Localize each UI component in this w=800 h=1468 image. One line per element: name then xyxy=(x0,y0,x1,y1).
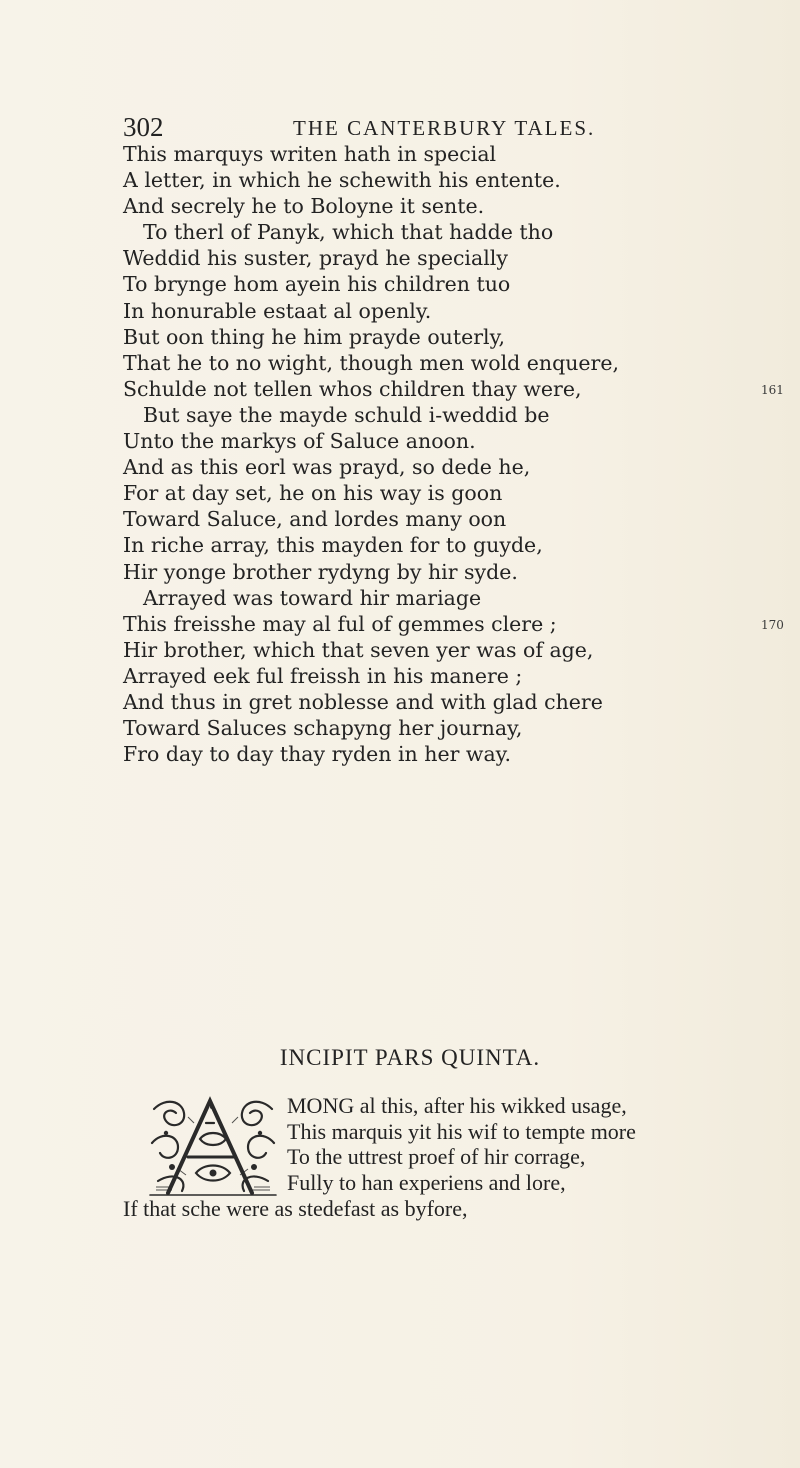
part-five-line-text: This marquis yit his wif to tempte more xyxy=(287,1118,636,1144)
verse-line xyxy=(123,245,800,271)
verse-line xyxy=(123,663,800,689)
part-five-block xyxy=(123,1093,800,1221)
verse-line-text: In riche array, this mayden for to guyde, xyxy=(123,533,543,558)
verse-line xyxy=(123,532,800,558)
verse-line-text: In honurable estaat al openly. xyxy=(123,298,432,323)
book-title: THE CANTERBURY TALES. xyxy=(293,116,596,140)
verse-line xyxy=(123,611,800,637)
verse-line-text: And thus in gret noblesse and with glad chere xyxy=(123,689,603,714)
verse-line-text: Toward Saluces schapyng her journay, xyxy=(123,716,523,741)
verse-line-text: Hir brother, which that seven yer was of age, xyxy=(123,637,594,662)
verse-line xyxy=(123,428,800,454)
verse-line-text: A letter, in which he schewith his entente. xyxy=(123,168,561,193)
verse-line xyxy=(123,271,800,297)
running-head xyxy=(0,112,800,142)
verse-line xyxy=(123,298,800,324)
verse-line xyxy=(123,193,800,219)
verse-line-text: Schulde not tellen whos children thay were, xyxy=(123,376,582,401)
verse-block xyxy=(123,141,800,767)
verse-line-text: Arrayed eek ful freissh in his manere ; xyxy=(123,663,523,688)
part-five-line-text: To the uttrest proef of hir corrage, xyxy=(287,1144,586,1170)
verse-line xyxy=(123,402,800,428)
part-five-line xyxy=(123,1196,800,1222)
page-number: 302 xyxy=(123,112,164,142)
verse-line xyxy=(123,559,800,585)
verse-line-text: That he to no wight, though men wold enquere, xyxy=(123,350,620,375)
verse-line-text: And secrely he to Boloyne it sente. xyxy=(123,194,485,219)
verse-line-text: And as this eorl was prayd, so dede he, xyxy=(123,455,531,480)
verse-line-text: Weddid his suster, prayd he specially xyxy=(123,246,508,271)
section-heading: INCIPIT PARS QUINTA. xyxy=(279,1045,541,1070)
verse-line-text: To therl of Panyk, which that hadde tho xyxy=(143,220,554,245)
verse-line-text: But saye the mayde schuld i-weddid be xyxy=(143,402,550,427)
verse-line xyxy=(123,741,800,767)
verse-line xyxy=(123,324,800,350)
verse-line xyxy=(123,585,800,611)
line-number: 161 xyxy=(761,382,784,397)
part-five-line-text: MONG al this, after his wikked usage, xyxy=(287,1093,627,1118)
verse-line-text: This freisshe may al ful of gemmes clere ; xyxy=(123,611,557,636)
verse-line xyxy=(123,506,800,532)
verse-line xyxy=(123,350,800,376)
part-five-line xyxy=(123,1093,800,1119)
verse-line xyxy=(123,454,800,480)
part-five-line xyxy=(123,1144,800,1170)
verse-line xyxy=(123,141,800,167)
part-five-line xyxy=(123,1170,800,1196)
verse-line-text: This marquys writen hath in special xyxy=(123,142,497,166)
verse-line xyxy=(123,715,800,741)
verse-line xyxy=(123,480,800,506)
part-five-line-text: If that sche were as stedefast as byfore, xyxy=(123,1195,468,1221)
verse-line-text: Arrayed was toward hir mariage xyxy=(143,585,482,610)
verse-line-text: Toward Saluce, and lordes many oon xyxy=(123,507,507,532)
line-number: 170 xyxy=(761,617,784,632)
part-five-line-text: Fully to han experiens and lore, xyxy=(287,1170,566,1196)
part-five-line xyxy=(123,1119,800,1145)
verse-line xyxy=(123,376,800,402)
verse-line xyxy=(123,167,800,193)
verse-line xyxy=(123,689,800,715)
verse-line-text: But oon thing he him prayde outerly, xyxy=(123,324,505,349)
verse-line-text: Fro day to day thay ryden in her way. xyxy=(123,742,512,767)
verse-line-text: Hir yonge brother rydyng by hir syde. xyxy=(123,559,518,584)
verse-line-text: To brynge hom ayein his children tuo xyxy=(123,272,511,297)
verse-line-text: For at day set, he on his way is goon xyxy=(123,481,503,506)
verse-line xyxy=(123,219,800,245)
verse-line xyxy=(123,637,800,663)
verse-line-text: Unto the markys of Saluce anoon. xyxy=(123,429,476,454)
